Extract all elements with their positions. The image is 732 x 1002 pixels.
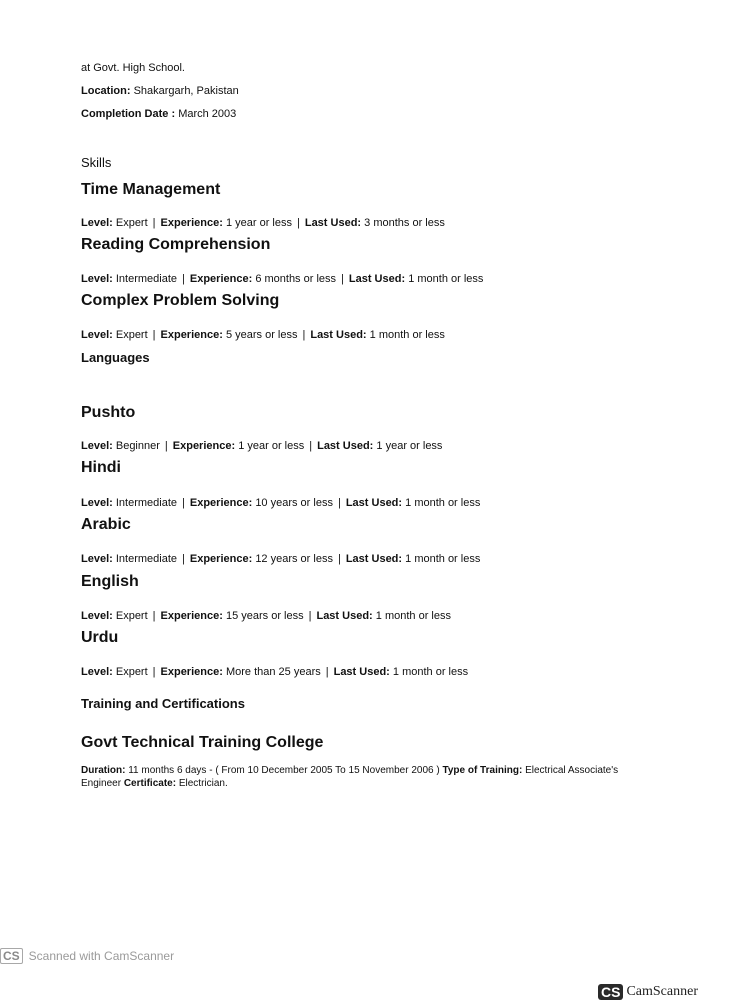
camscanner-logo-icon: CS: [0, 948, 23, 964]
experience-value: 12 years or less: [255, 553, 333, 565]
languages-heading: Languages: [81, 350, 150, 365]
last-used-label: Last Used:: [316, 610, 373, 622]
camscanner-badge-icon: CS: [598, 984, 623, 1000]
training-details: [81, 764, 641, 790]
experience-value: 1 year or less: [225, 217, 292, 229]
language-details: [81, 497, 480, 509]
last-used-label: Last Used:: [345, 497, 403, 509]
experience-label: Experience:: [189, 273, 253, 285]
divider: |: [152, 610, 156, 622]
level-label: Level:: [81, 273, 113, 285]
experience-label: Experience:: [189, 553, 253, 565]
level-label: Level:: [81, 329, 113, 341]
language-details: [81, 666, 468, 678]
camscanner-corner-text: CamScanner: [626, 984, 698, 999]
experience-value: 1 year or less: [238, 440, 305, 452]
training-type-label: Type of Training:: [442, 765, 523, 776]
last-used-value: 3 months or less: [364, 217, 445, 229]
experience-value: 6 months or less: [255, 273, 337, 285]
last-used-value: 1 month or less: [405, 553, 481, 565]
last-used-label: Last Used:: [333, 666, 390, 678]
language-details: [81, 610, 451, 622]
language-name: Hindi: [81, 459, 121, 476]
level-value: Intermediate: [115, 553, 178, 565]
location-label: Location:: [81, 85, 131, 97]
divider: |: [152, 666, 156, 678]
duration-value: 11 months 6 days - ( From 10 December 2005 To 15 November 2006 ): [128, 765, 440, 776]
level-label: Level:: [81, 217, 113, 229]
language-name: Arabic: [81, 516, 131, 533]
divider: |: [182, 497, 185, 509]
language-name: Urdu: [81, 629, 119, 646]
divider: |: [309, 440, 313, 452]
location-value: Shakargarh, Pakistan: [133, 85, 239, 97]
level-label: Level:: [81, 553, 113, 565]
divider: |: [296, 217, 300, 229]
divider: |: [341, 273, 344, 285]
last-used-value: 1 month or less: [392, 666, 469, 678]
skills-heading: Skills: [81, 155, 112, 170]
experience-label: Experience:: [160, 666, 223, 678]
certificate-label: Certificate:: [123, 778, 177, 789]
divider: |: [152, 329, 156, 341]
level-label: Level:: [81, 440, 113, 452]
divider: |: [337, 497, 341, 509]
level-label: Level:: [81, 666, 113, 678]
training-institution: Govt Technical Training College: [81, 734, 324, 751]
divider: |: [308, 610, 312, 622]
level-value: Intermediate: [115, 273, 178, 285]
completion-label: Completion Date :: [81, 108, 176, 120]
divider: |: [152, 217, 156, 229]
divider: |: [164, 440, 168, 452]
level-value: Expert: [115, 329, 148, 341]
experience-value: 15 years or less: [225, 610, 304, 622]
last-used-label: Last Used:: [304, 217, 362, 229]
last-used-value: 1 month or less: [375, 610, 451, 622]
experience-label: Experience:: [160, 610, 223, 622]
camscanner-corner-logo: [598, 984, 698, 1002]
scanned-text: Scanned with CamScanner: [28, 949, 175, 963]
divider: |: [302, 329, 306, 341]
education-location: [81, 85, 239, 97]
level-value: Expert: [115, 666, 148, 678]
language-details: [81, 440, 442, 452]
last-used-value: 1 month or less: [369, 329, 445, 341]
level-label: Level:: [81, 610, 113, 622]
divider: |: [182, 553, 185, 565]
experience-label: Experience:: [160, 217, 223, 229]
education-school-line: at Govt. High School.: [81, 62, 185, 74]
level-value: Beginner: [115, 440, 160, 452]
experience-label: Experience:: [172, 440, 236, 452]
language-details: [81, 553, 480, 565]
language-name: English: [81, 573, 139, 590]
duration-label: Duration:: [81, 765, 126, 776]
skill-details: [81, 273, 483, 285]
last-used-value: 1 year or less: [376, 440, 443, 452]
divider: |: [325, 666, 329, 678]
last-used-value: 1 month or less: [405, 497, 481, 509]
training-heading: Training and Certifications: [81, 696, 245, 711]
skill-details: [81, 329, 445, 341]
last-used-label: Last Used:: [317, 440, 374, 452]
last-used-label: Last Used:: [345, 553, 403, 565]
last-used-label: Last Used:: [310, 329, 367, 341]
experience-label: Experience:: [189, 497, 253, 509]
experience-value: More than 25 years: [225, 666, 321, 678]
level-value: Expert: [115, 217, 148, 229]
last-used-value: 1 month or less: [408, 273, 484, 285]
skill-name: Reading Comprehension: [81, 236, 271, 253]
completion-value: March 2003: [178, 108, 237, 120]
skill-details: [81, 217, 445, 229]
camscanner-footer: [0, 948, 174, 964]
level-label: Level:: [81, 497, 113, 509]
experience-label: Experience:: [160, 329, 223, 341]
last-used-label: Last Used:: [348, 273, 406, 285]
level-value: Expert: [115, 610, 148, 622]
experience-value: 5 years or less: [225, 329, 298, 341]
skill-name: Complex Problem Solving: [81, 292, 280, 309]
training-type-value: Electrical Associate's Engineer: [81, 765, 619, 789]
experience-value: 10 years or less: [255, 497, 333, 509]
education-completion: [81, 108, 236, 120]
divider: |: [182, 273, 185, 285]
language-name: Pushto: [81, 404, 136, 421]
skill-name: Time Management: [81, 181, 221, 198]
certificate-value: Electrician.: [178, 778, 228, 789]
divider: |: [337, 553, 341, 565]
level-value: Intermediate: [115, 497, 178, 509]
